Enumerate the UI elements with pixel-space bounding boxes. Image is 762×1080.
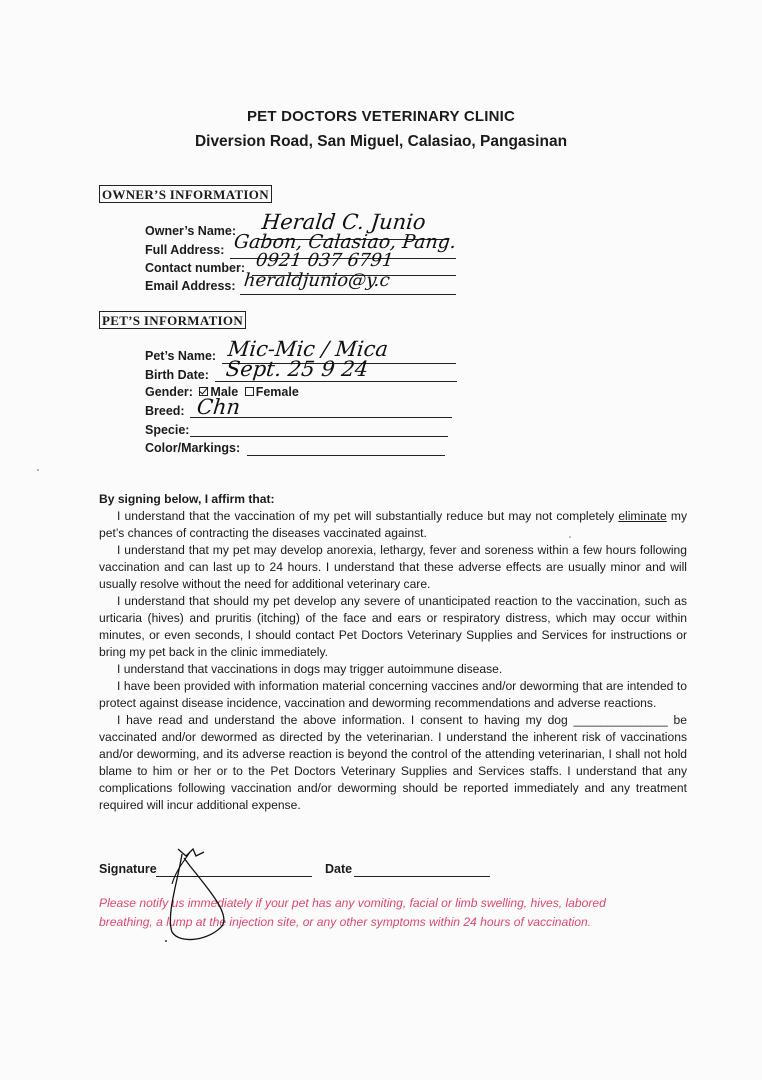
notice-text: Please notify us immediately if your pet has any vomiting, facial or limb swelling, hives, labored breathing, a lump at the injection site, or any other symptoms within 24 hours of vaccination. [99,896,606,929]
signature-label: Signature [99,862,157,876]
date-label: Date [325,862,353,876]
full-address-value[interactable]: Gabon, Calasiao, Pang. [232,231,458,253]
birth-date-label: Birth Date: [145,368,209,382]
pet-section-title: PET’S INFORMATION [99,311,246,329]
affirmation-lead: By signing below, I affirm that: [99,492,275,506]
owner-name-label: Owner’s Name: [145,224,237,238]
specie-label: Specie: [145,423,190,437]
birth-date-value[interactable]: Sept. 25 9 24 [224,357,370,381]
contact-number-label: Contact number: [145,261,245,275]
breed-value[interactable]: Chn [195,395,242,419]
clinic-address: Diversion Road, San Miguel, Calasiao, Pangasinan [194,133,568,150]
owner-name-value[interactable]: Herald C. Junio [260,210,427,234]
male-label: Male [210,385,239,399]
affirmation-p5: I have been provided with information material concerning vaccines and/or deworming that are intended to protect against disease incidence, vaccination and deworming recommendations and adverse reactions. [99,679,687,710]
pet-name-label: Pet’s Name: [145,349,217,363]
email-address-value[interactable]: heraldjunio@y.c [242,270,391,291]
female-label: Female [255,385,299,399]
gender-label: Gender: [145,385,193,399]
color-markings-label: Color/Markings: [145,441,241,455]
contact-number-value[interactable]: 0921 037 6791 [254,250,395,271]
affirmation-p3: I understand that should my pet develop any severe of unanticipated reaction to the vaccination, such as urticaria (hives) and pruritis (itching) of the face and ears or respiratory distress, which may occur within minutes, or even seconds, I should contact Pet Doctors Veterinary Supplies and Services for instructions or bring my pet back in the clinic immediately. [99,594,687,659]
clinic-name: PET DOCTORS VETERINARY CLINIC [246,108,516,125]
email-address-label: Email Address: [145,279,236,293]
full-address-label: Full Address: [145,243,225,257]
pet-name-value[interactable]: Mic-Mic / Mica [226,337,390,361]
affirmation-p6: I have read and understand the above information. I consent to having my dog ______________ be vaccinated and/or dewormed as directed by the veterinarian. I understand the inherent risk of vaccinations and/or deworming, and its adverse reaction is beyond the control of the attending veterinarian, I shall not hold blame to him or her or to the Pet Doctors Veterinary Supplies and Services staffs. I understand that any complications following vaccination and/or deworming should be reported immediately and any treatment required will incur additional expense. [99,713,687,812]
owner-section-title: OWNER’S INFORMATION [99,185,272,203]
breed-label: Breed: [145,404,185,418]
eliminate-underlined: eliminate [618,509,667,523]
affirmation-p2: I understand that my pet may develop anorexia, lethargy, fever and soreness within a few hours following vaccination and can last up to 24 hours. I understand that these adverse effects are usually minor and will usually resolve without the need for additional veterinary care. [99,543,687,591]
affirmation-p1: I understand that the vaccination of my pet will substantially reduce but may not completely eliminate my pet’s chances of contracting the diseases vaccinated against. [99,509,687,540]
affirmation-p4: I understand that vaccinations in dogs may trigger autoimmune disease. [117,662,503,676]
